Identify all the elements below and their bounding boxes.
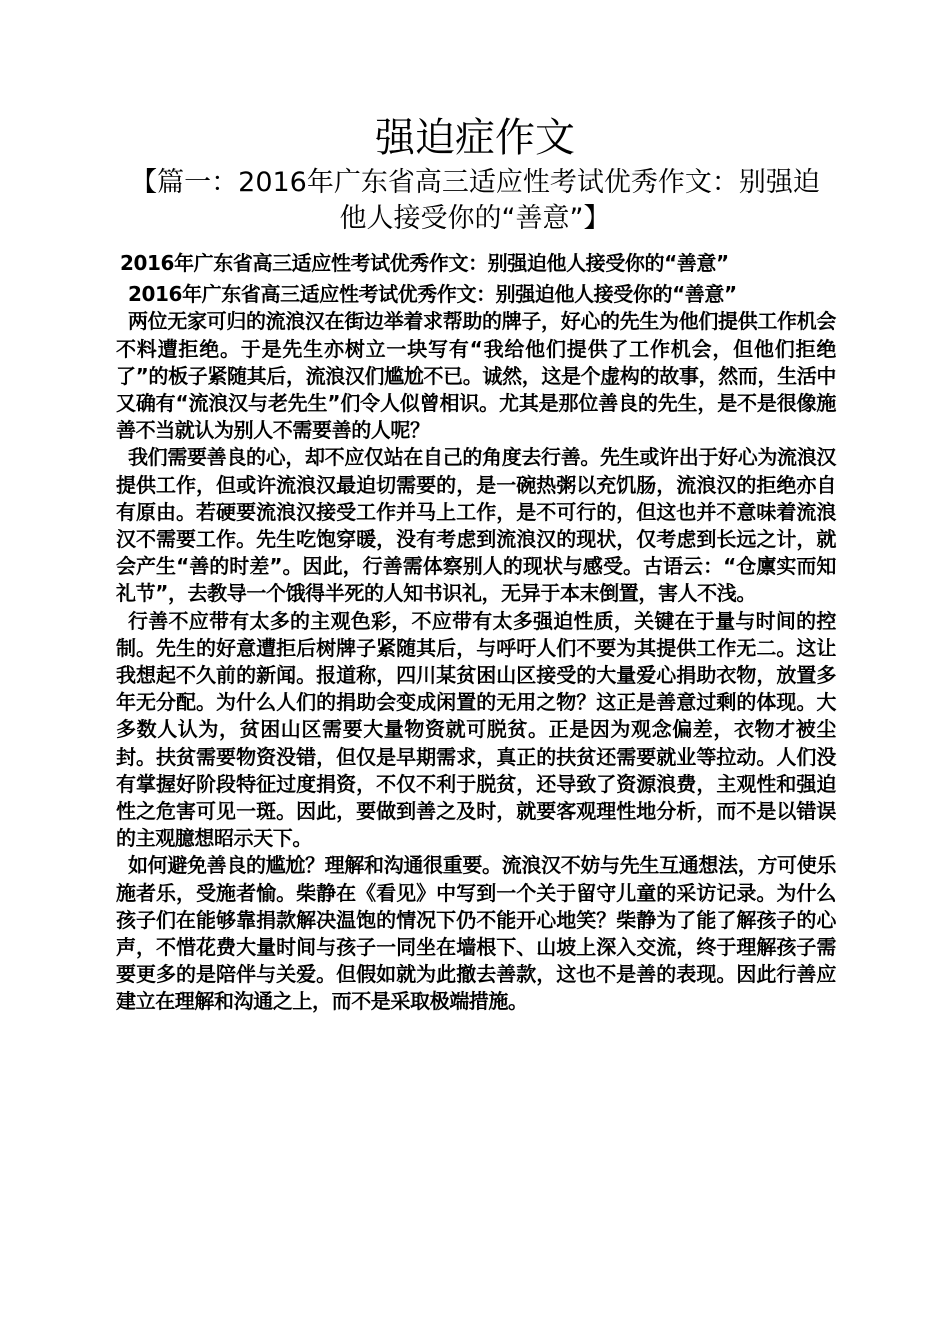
essay-paragraph: 如何避免善良的尴尬？理解和沟通很重要。流浪汉不妨与先生互通想法，方可使乐施者乐，受施者愉。柴静在《看见》中写到一个关于留守儿童的采访记录。为什么孩子们在能够靠捐款解决温饱的情况下仍不能开心地笑？柴静为了能了解孩子的心声，不惜花费大量时间与孩子一同坐在墙根下、山坡上深入交流，终于理解孩子需要更多的是陪伴与关爱。但假如就为此撤去善款，这也不是善的表现。因此行善应建立在理解和沟通之上，而不是采取极端措施。 [116, 853, 836, 1014]
essay-heading: 2016年广东省高三适应性考试优秀作文：别强迫他人接受你的“善意” [120, 251, 729, 275]
essay-paragraph: 我们需要善良的心，却不应仅站在自己的角度去行善。先生或许出于好心为流浪汉提供工作，但或许流浪汉最迫切需要的，是一碗热粥以充饥肠，流浪汉的拒绝亦自有原由。若硬要流浪汉接受工作并马上工作，是不可行的，但这也并不意味着流浪汉不需要工作。先生吃饱穿暖，没有考虑到流浪汉的现状，仅考虑到长远之计，就会产生“善的时差”。因此，行善需体察别人的现状与感受。古语云：“仓廪实而知礼节”，去教导一个饿得半死的人知书识礼，无异于本末倒置，害人不浅。 [116, 445, 836, 606]
essay-paragraph: 两位无家可归的流浪汉在街边举着求帮助的牌子，好心的先生为他们提供工作机会不料遭拒绝。于是先生亦树立一块写有“我给他们提供了工作机会，但他们拒绝了”的板子紧随其后，流浪汉们尴尬不已。诚然，这是个虚构的故事，然而，生活中又确有“流浪汉与老先生”们令人似曾相识。尤其是那位善良的先生，是不是很像施善不当就认为别人不需要善的人呢？ [116, 309, 836, 443]
essay-body [116, 250, 836, 1016]
document-subtitle: 【篇一：2016年广东省高三适应性考试优秀作文：别强迫他人接受你的“善意”】 [130, 167, 820, 234]
document-title: 强迫症作文 [375, 115, 575, 161]
essay-paragraph: 行善不应带有太多的主观色彩，不应带有太多强迫性质，关键在于量与时间的控制。先生的好意遭拒后树牌子紧随其后，与呼吁人们不要为其提供工作无二。这让我想起不久前的新闻。报道称，四川某贫困山区接受的大量爱心捐助衣物，放置多年无分配。为什么人们的捐助会变成闲置的无用之物？这正是善意过剩的体现。大多数人认为，贫困山区需要大量物资就可脱贫。正是因为观念偏差，衣物才被尘封。扶贫需要物资没错，但仅是早期需求，真正的扶贫还需要就业等拉动。人们没有掌握好阶段特征过度捐资，不仅不利于脱贫，还导致了资源浪费，主观性和强迫性之危害可见一斑。因此，要做到善之及时，就要客观理性地分析，而不是以错误的主观臆想昭示天下。 [116, 608, 836, 851]
essay-heading-repeat: 2016年广东省高三适应性考试优秀作文：别强迫他人接受你的“善意” [128, 282, 737, 307]
